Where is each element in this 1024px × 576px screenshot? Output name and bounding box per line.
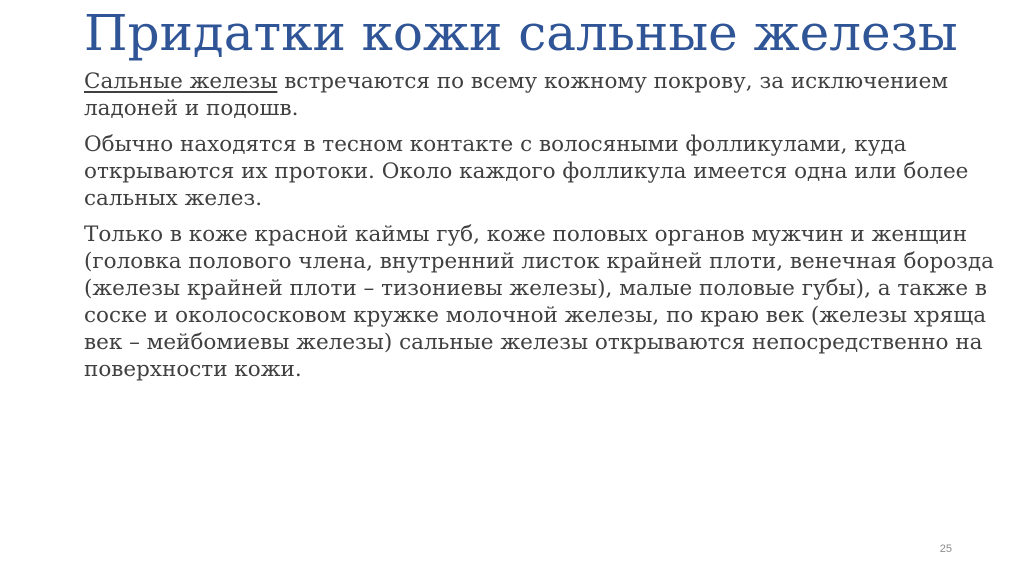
paragraph-1-text: встречаются по всему кожному покрову, за исключением ладоней и подошв. <box>84 69 949 121</box>
underlined-term: Сальные железы <box>84 69 278 94</box>
slide-number: 25 <box>939 543 952 555</box>
paragraph-3: Только в коже красной каймы губ, коже половых органов мужчин и женщин (головка полового члена, внутренний листок крайней плоти, венечная борозда (железы крайней плоти – тизониевы железы), малые половые губы), а также в соске и околососковом кружке молочной железы, по краю век (железы хряща век – мейбомиевы железы) сальные железы открываются непосредственно на поверхности кожи. <box>84 222 994 382</box>
paragraph-2: Обычно находятся в тесном контакте с волосяными фолликулами, куда открываются их протоки. Около каждого фолликула имеется одна или более сальных желез. <box>84 132 969 211</box>
paragraph-1 <box>84 68 1006 122</box>
slide-title: Придатки кожи сальные железы <box>84 4 958 62</box>
slide-body <box>84 68 1006 392</box>
